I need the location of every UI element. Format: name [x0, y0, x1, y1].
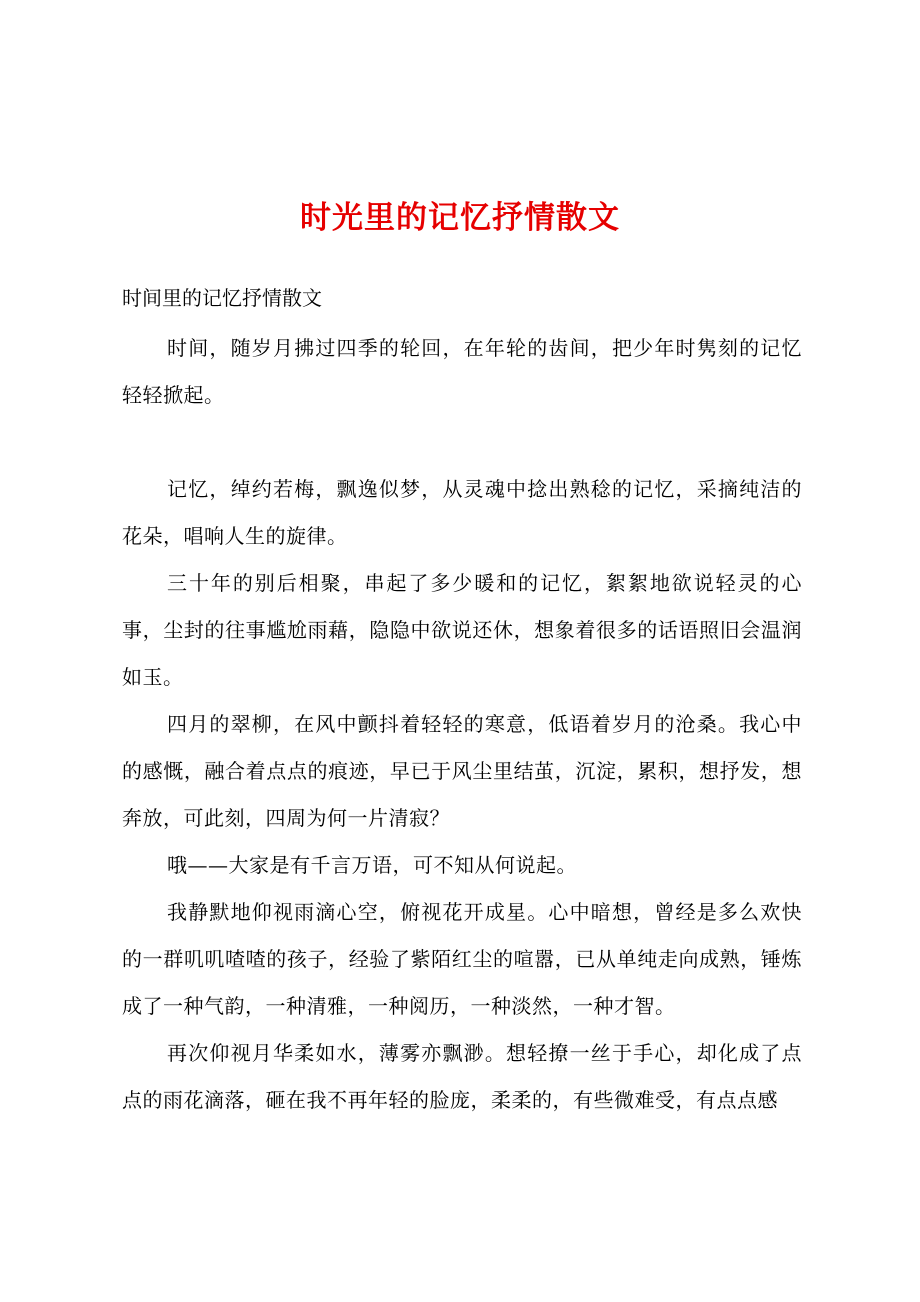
document-body — [122, 325, 802, 1124]
paragraph-1: 时间，随岁月拂过四季的轮回，在年轮的齿间，把少年时隽刻的记忆轻轻掀起。 — [122, 336, 802, 407]
paragraph-gap — [122, 419, 802, 466]
paragraph-5: 哦——大家是有千言万语，可不知从何说起。 — [167, 853, 577, 877]
paragraph-7: 再次仰视月华柔如水，薄雾亦飘渺。想轻撩一丝于手心，却化成了点点的雨花滴落，砸在我不再年轻的脸庞，柔柔的，有些微难受，有点点感 — [122, 1041, 802, 1112]
paragraph-2: 记忆，绰约若梅，飘逸似梦，从灵魂中捻出熟稔的记忆，采摘纯洁的花朵，唱响人生的旋律。 — [122, 477, 802, 548]
document-title: 时光里的记忆抒情散文 — [300, 200, 620, 236]
document-subtitle: 时间里的记忆抒情散文 — [122, 286, 322, 310]
paragraph-4: 四月的翠柳，在风中颤抖着轻轻的寒意，低语着岁月的沧桑。我心中的感慨，融合着点点的痕迹，早已于风尘里结茧，沉淀，累积，想抒发，想奔放，可此刻，四周为何一片清寂？ — [122, 712, 802, 830]
paragraph-6: 我静默地仰视雨滴心空，俯视花开成星。心中暗想，曾经是多么欢快的一群叽叽喳喳的孩子，经验了紫陌红尘的喧嚣，已从单纯走向成熟，锤炼成了一种气韵，一种清雅，一种阅历，一种淡然，一种才智。 — [122, 900, 802, 1018]
paragraph-3: 三十年的别后相聚，串起了多少暖和的记忆，絮絮地欲说轻灵的心事，尘封的往事尴尬雨藉，隐隐中欲说还休，想象着很多的话语照旧会温润如玉。 — [122, 571, 802, 689]
